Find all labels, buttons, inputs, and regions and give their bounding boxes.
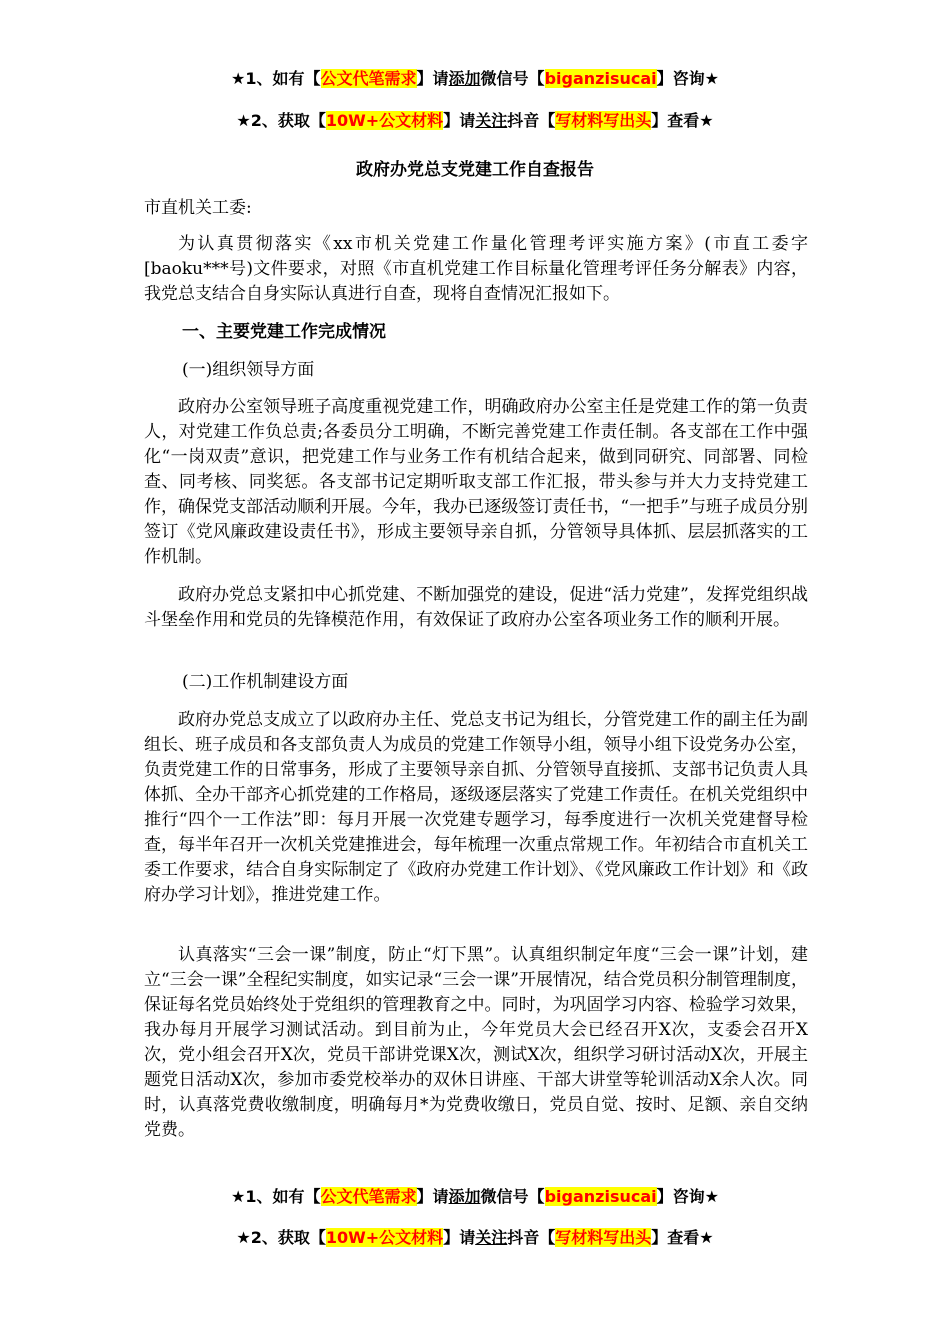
- subsection-1-paragraph-2-block: [144, 583, 808, 633]
- intro-paragraph-block: [144, 232, 808, 307]
- banner-underline: 关注: [475, 111, 508, 130]
- banner-suffix: 】咨询★: [656, 69, 719, 88]
- banner-text: 微信号【: [480, 69, 545, 88]
- banner-text: 微信号【: [480, 1187, 545, 1206]
- banner-suffix: 】查看★: [651, 1228, 714, 1247]
- banner-text: 】请: [443, 111, 476, 130]
- banner-top-line-2: [0, 110, 950, 132]
- banner-prefix: ★2、获取【: [236, 1228, 326, 1247]
- banner-prefix: ★1、如有【: [231, 1187, 321, 1206]
- banner-highlight: biganzisucai: [544, 1187, 657, 1206]
- subsection-2-paragraph-2-block: [144, 943, 808, 1143]
- banner-highlight: 写材料写出头: [555, 111, 652, 130]
- banner-text: 】请: [416, 69, 449, 88]
- subsection-1-paragraph-1-block: [144, 395, 808, 570]
- document-title: 政府办党总支党建工作自查报告: [356, 160, 594, 180]
- salutation: 市直机关工委:: [144, 198, 252, 218]
- banner-underline: 添加: [448, 69, 481, 88]
- banner-highlight: biganzisucai: [544, 69, 657, 88]
- banner-suffix: 】查看★: [651, 111, 714, 130]
- intro-paragraph: 为认真贯彻落实《xx市机关党建工作量化管理考评实施方案》(市直工委字[baoku***号)文件要求，对照《市直机党建工作目标量化管理考评任务分解表》内容，我党总支结合自身实际认真进行自查，现将自查情况汇报如下。: [144, 234, 808, 304]
- banner-text: 抖音【: [507, 1228, 556, 1247]
- banner-prefix: ★1、如有【: [231, 69, 321, 88]
- banner-highlight: 10W+公文材料: [325, 1228, 444, 1247]
- subsection-2-paragraph-2: 认真落实“三会一课”制度，防止“灯下黑”。认真组织制定年度“三会一课”计划，建立“三会一课”全程纪实制度，如实记录“三会一课”开展情况，结合党员积分制管理制度，保证每名党员始终处于党组织的管理教育之中。同时，为巩固学习内容、检验学习效果，我办每月开展学习测试活动。到目前为止，今年党员大会已经召开X次，支委会召开X次，党小组会召开X次，党员干部讲党课X次，测试X次，组织学习研讨活动X次，开展主题党日活动X次，参加市委党校举办的双休日讲座、干部大讲堂等轮训活动X余人次。同时，认真落党费收缴制度，明确每月*为党费收缴日，党员自觉、按时、足额、亲自交纳党费。: [144, 945, 808, 1140]
- banner-text: 】请: [443, 1228, 476, 1247]
- subsection-2-paragraph-1-block: [144, 708, 808, 908]
- banner-highlight: 公文代笔需求: [320, 1187, 417, 1206]
- banner-text: 】请: [416, 1187, 449, 1206]
- banner-suffix: 】咨询★: [656, 1187, 719, 1206]
- banner-underline: 关注: [475, 1228, 508, 1247]
- subsection-heading-1: (一)组织领导方面: [182, 360, 315, 380]
- subsection-2-paragraph-1: 政府办党总支成立了以政府办主任、党总支书记为组长，分管党建工作的副主任为副组长、班子成员和各支部负责人为成员的党建工作领导小组，领导小组下设党务办公室，负责党建工作的日常事务，形成了主要领导亲自抓、分管领导直接抓、支部书记负责人具体抓、全办干部齐心抓党建的工作格局，逐级逐层落实了党建工作责任。在机关党组织中推行“四个一工作法”即：每月开展一次党建专题学习，每季度进行一次机关党建督导检查，每半年召开一次机关党建推进会，每年梳理一次重点常规工作。年初结合市直机关工委工作要求，结合自身实际制定了《政府办党建工作计划》、《党风廉政工作计划》和《政府办学习计划》，推进党建工作。: [144, 710, 808, 905]
- banner-highlight: 10W+公文材料: [325, 111, 444, 130]
- banner-bottom-line-2: [0, 1227, 950, 1249]
- banner-top-line-1: [0, 68, 950, 90]
- banner-bottom-line-1: [0, 1186, 950, 1208]
- banner-highlight: 写材料写出头: [555, 1228, 652, 1247]
- subsection-1-paragraph-1: 政府办公室领导班子高度重视党建工作，明确政府办公室主任是党建工作的第一负责人，对党建工作负总责;各委员分工明确，不断完善党建工作责任制。各支部在工作中强化“一岗双责”意识，把党建工作与业务工作有机结合起来，做到同研究、同部署、同检查、同考核、同奖惩。各支部书记定期听取支部工作汇报，带头参与并大力支持党建工作，确保党支部活动顺利开展。今年，我办已逐级签订责任书，“一把手”与班子成员分别签订《党风廉政建设责任书》，形成主要领导亲自抓，分管领导具体抓、层层抓落实的工作机制。: [144, 397, 808, 567]
- banner-text: 抖音【: [507, 111, 556, 130]
- section-heading: 一、主要党建工作完成情况: [182, 322, 386, 342]
- banner-prefix: ★2、获取【: [236, 111, 326, 130]
- subsection-heading-2: (二)工作机制建设方面: [182, 672, 349, 692]
- banner-underline: 添加: [448, 1187, 481, 1206]
- banner-highlight: 公文代笔需求: [320, 69, 417, 88]
- subsection-1-paragraph-2: 政府办党总支紧扣中心抓党建、不断加强党的建设，促进“活力党建”，发挥党组织战斗堡垒作用和党员的先锋模范作用，有效保证了政府办公室各项业务工作的顺利开展。: [144, 585, 808, 630]
